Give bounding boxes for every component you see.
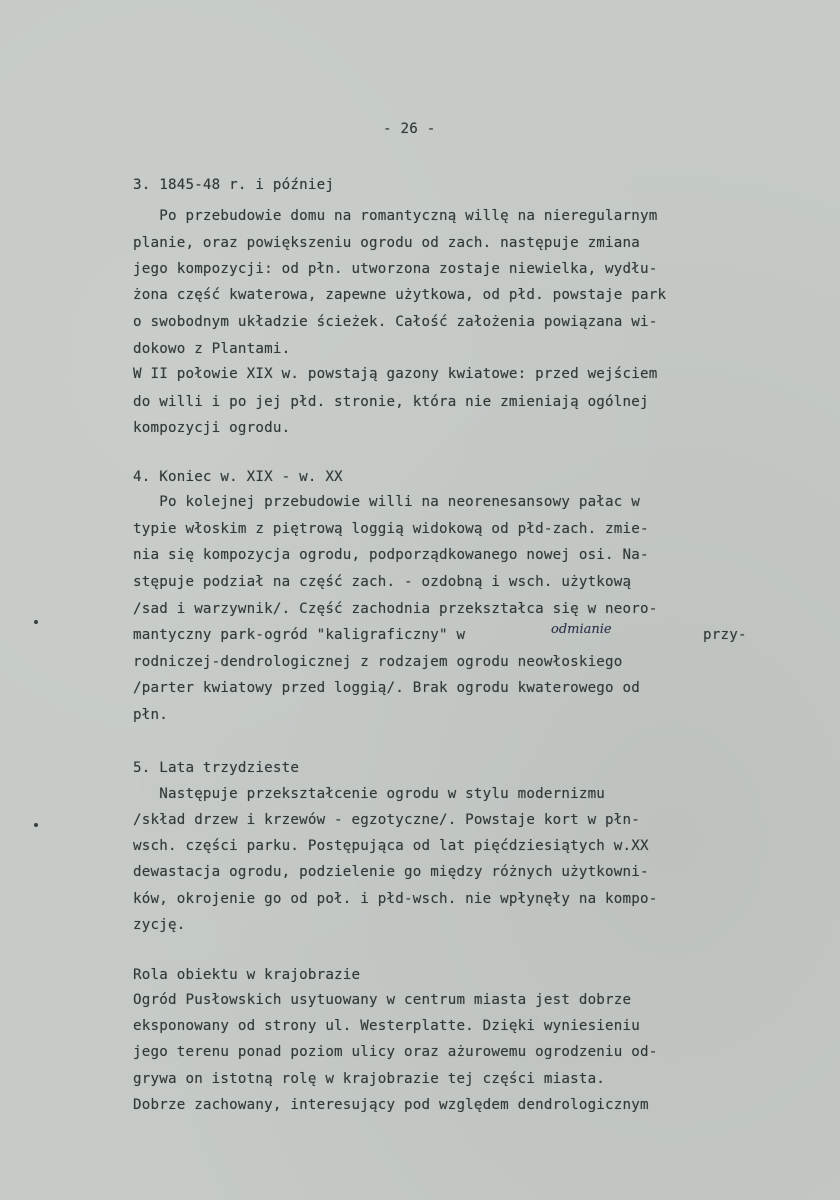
section-4-line: mantyczny park-ogród "kaligraficzny" w bbox=[133, 627, 466, 643]
handwritten-insert: odmianie bbox=[551, 622, 612, 637]
section-5-line: ków, okrojenie go od poł. i płd-wsch. nie wpłynęły na kompo- bbox=[133, 891, 658, 907]
section-3-line: o swobodnym układzie ścieżek. Całość założenia powiązana wi- bbox=[133, 314, 658, 330]
section-3-line: kompozycji ogrodu. bbox=[133, 420, 291, 436]
section-3-line: żona część kwaterowa, zapewne użytkowa, od płd. powstaje park bbox=[133, 287, 667, 303]
section-4-line: /sad i warzywnik/. Część zachodnia przekształca się w neoro- bbox=[133, 601, 658, 617]
section-5-line: Następuje przekształcenie ogrodu w stylu modernizmu bbox=[133, 786, 606, 802]
section-4-line: typie włoskim z piętrową loggią widokową od płd-zach. zmie- bbox=[133, 521, 649, 537]
section-4-line: rodniczej-dendrologicznej z rodzajem ogrodu neowłoskiego bbox=[133, 654, 623, 670]
section-5-line: /skład drzew i krzewów - egzotyczne/. Powstaje kort w płn- bbox=[133, 812, 641, 828]
role-line: Dobrze zachowany, interesujący pod względem dendrologicznym bbox=[133, 1097, 649, 1113]
section-5-line: dewastacja ogrodu, podzielenie go między różnych użytkowni- bbox=[133, 864, 649, 880]
section-3-line: Po przebudowie domu na romantyczną willę na nieregularnym bbox=[133, 208, 658, 224]
section-4-line-tail: przy- bbox=[703, 627, 747, 643]
section-3-line: do willi i po jej płd. stronie, która nie zmieniają ogólnej bbox=[133, 394, 649, 410]
section-3-line: jego kompozycji: od płn. utworzona zostaje niewielka, wydłu- bbox=[133, 261, 658, 277]
role-line: jego terenu ponad poziom ulicy oraz ażurowemu ogrodzeniu od- bbox=[133, 1044, 658, 1060]
section-3-line: planie, oraz powiększeniu ogrodu od zach. następuje zmiana bbox=[133, 235, 641, 251]
margin-punch-mark bbox=[34, 823, 38, 827]
section-5-line: zycję. bbox=[133, 917, 186, 933]
section-4-line: stępuje podział na część zach. - ozdobną i wsch. użytkową bbox=[133, 574, 632, 590]
section-5-heading: 5. Lata trzydzieste bbox=[133, 760, 300, 776]
section-3-line: dokowo z Plantami. bbox=[133, 341, 291, 357]
section-4-line: /parter kwiatowy przed loggią/. Brak ogrodu kwaterowego od bbox=[133, 680, 641, 696]
section-4-line: Po kolejnej przebudowie willi na neorenesansowy pałac w bbox=[133, 494, 641, 510]
role-line: Ogród Pusłowskich usytuowany w centrum miasta jest dobrze bbox=[133, 992, 632, 1008]
page-number: - 26 - bbox=[383, 121, 436, 137]
section-4-line: płn. bbox=[133, 707, 168, 723]
section-5-line: wsch. części parku. Postępująca od lat pięćdziesiątych w.XX bbox=[133, 838, 649, 854]
role-line: eksponowany od strony ul. Westerplatte. Dzięki wyniesieniu bbox=[133, 1018, 641, 1034]
role-line: grywa on istotną rolę w krajobrazie tej części miasta. bbox=[133, 1071, 606, 1087]
section-3-heading: 3. 1845-48 r. i później bbox=[133, 177, 335, 193]
margin-punch-mark bbox=[34, 620, 38, 624]
section-4-line: nia się kompozycja ogrodu, podporządkowanego nowej osi. Na- bbox=[133, 547, 649, 563]
role-heading: Rola obiektu w krajobrazie bbox=[133, 967, 361, 983]
section-4-heading: 4. Koniec w. XIX - w. XX bbox=[133, 469, 343, 485]
section-3-line: W II połowie XIX w. powstają gazony kwiatowe: przed wejściem bbox=[133, 366, 658, 382]
